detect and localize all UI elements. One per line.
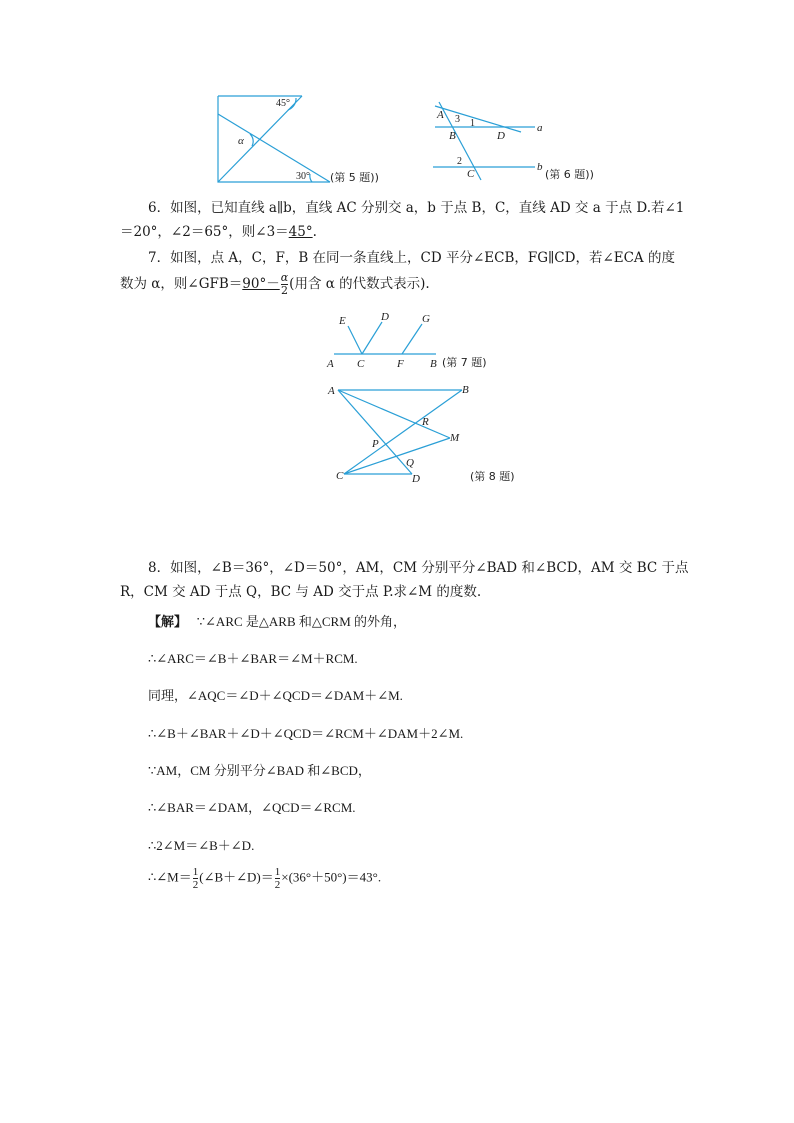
frac2-den: 2 xyxy=(274,879,281,891)
q7-frac-den: 2 xyxy=(280,284,288,297)
solution-step-1 xyxy=(148,611,406,630)
figure-7 xyxy=(320,308,510,376)
solution-step-8 xyxy=(148,866,381,891)
q7-frac-num: α xyxy=(280,271,289,284)
fig6-label-B: B xyxy=(449,130,456,142)
solution-step-4: ∴∠B＋∠BAR＋∠D＋∠QCD＝∠RCM＋∠DAM＋2∠M. xyxy=(148,726,464,741)
q7-answer xyxy=(242,271,289,297)
frac1-den: 2 xyxy=(192,879,199,891)
fig7-ray-CE xyxy=(348,326,362,354)
fig6-label-A: A xyxy=(437,109,444,121)
frac2-num: 1 xyxy=(274,866,281,878)
fig8-label-Q: Q xyxy=(406,457,414,469)
frac1-num: 1 xyxy=(192,866,199,878)
fig6-label-D: D xyxy=(497,130,505,142)
solution-half-fraction-1 xyxy=(193,866,199,891)
fig7-caption: (第 7 题) xyxy=(442,356,487,369)
fig8-label-R: R xyxy=(422,416,429,428)
fig5-caption: (第 5 题)) xyxy=(330,171,379,184)
fig7-ray-CD xyxy=(362,322,382,354)
q7-answer-fraction xyxy=(281,272,288,297)
fig7-label-D: D xyxy=(381,311,389,323)
fig6-label-1: 1 xyxy=(470,118,475,129)
solution-step-3: 同理，∠AQC＝∠D＋∠QCD＝∠DAM＋∠M. xyxy=(148,688,403,703)
fig7-label-C: C xyxy=(357,358,365,370)
fig5-arc-alpha xyxy=(250,134,253,146)
fig5-arc-30 xyxy=(310,174,312,182)
fig7-label-B: B xyxy=(430,358,437,370)
fig7-label-F: F xyxy=(397,358,404,370)
solution-step-8-post: ×(36°＋50°)＝43°. xyxy=(281,869,382,885)
fig5-label-45: 45° xyxy=(276,98,290,109)
fig8-line-AD xyxy=(338,390,412,474)
q6-line2-post: . xyxy=(312,224,317,240)
figure-8 xyxy=(322,378,532,488)
fig6-caption: (第 6 题)) xyxy=(545,168,594,181)
fig8-line-AM xyxy=(338,390,450,438)
fig8-label-C: C xyxy=(336,470,344,482)
fig6-label-C: C xyxy=(467,168,475,180)
solution-half-fraction-2 xyxy=(275,866,281,891)
fig7-ray-FG xyxy=(402,324,422,354)
q6-line2-text: ＝20°，∠2＝65°，则∠3＝ xyxy=(120,224,289,240)
fig8-label-B: B xyxy=(462,384,469,396)
q7-line2-post: (用含 α 的代数式表示). xyxy=(289,276,430,292)
question-8-line-1: 8．如图，∠B＝36°，∠D＝50°，AM，CM 分别平分∠BAD 和∠BCD，AM 交 BC 于点 xyxy=(148,560,689,576)
solution-step-8-mid: (∠B＋∠D)＝ xyxy=(199,869,274,885)
fig8-label-D: D xyxy=(412,473,420,485)
q7-answer-prefix: 90°－ xyxy=(242,276,280,292)
fig6-label-2: 2 xyxy=(457,156,462,167)
fig8-label-P: P xyxy=(372,438,379,450)
question-7-line-2 xyxy=(120,272,430,297)
fig5-label-30: 30° xyxy=(296,171,310,182)
fig5-right-angle-frame xyxy=(218,96,330,182)
solution-step-5: ∵AM，CM 分别平分∠BAD 和∠BCD， xyxy=(148,763,371,778)
figure-6 xyxy=(425,96,615,188)
solution-step-8-prefix: ∴∠M＝ xyxy=(148,869,192,885)
question-6-line-1: 6．如图，已知直线 a∥b，直线 AC 分别交 a，b 于点 B，C，直线 AD 交 a 于点 D.若∠1 xyxy=(148,200,685,216)
fig8-caption: (第 8 题) xyxy=(470,470,515,483)
fig6-label-3: 3 xyxy=(455,114,460,125)
q7-line2-text: 数为 α，则∠GFB＝ xyxy=(120,276,243,292)
solution-tag: 【解】 xyxy=(148,615,188,630)
question-7-line-1: 7．如图，点 A，C，F，B 在同一条直线上，CD 平分∠ECB，FG∥CD，若∠ECA 的度 xyxy=(148,250,675,266)
fig6-label-a: a xyxy=(537,122,543,134)
question-8-line-2: R，CM 交 AD 于点 Q，BC 与 AD 交于点 P.求∠M 的度数. xyxy=(120,584,482,600)
fig5-label-alpha: α xyxy=(238,135,244,147)
fig7-label-E: E xyxy=(339,315,346,327)
fig7-label-G: G xyxy=(422,313,430,325)
fig8-label-M: M xyxy=(450,432,460,444)
fig8-line-CM xyxy=(344,438,450,474)
fig6-label-b: b xyxy=(537,161,543,173)
solution-step-7: ∴2∠M＝∠B＋∠D. xyxy=(148,838,255,853)
question-6-line-2 xyxy=(120,220,317,244)
q6-answer: 45° xyxy=(288,224,313,240)
fig7-label-A: A xyxy=(327,358,334,370)
fig8-label-A: A xyxy=(328,385,335,397)
solution-step-6: ∴∠BAR＝∠DAM，∠QCD＝∠RCM. xyxy=(148,800,356,815)
figure-5 xyxy=(210,90,400,186)
fig8-line-BC xyxy=(344,390,462,474)
solution-step-1-text: ∵∠ARC 是△ARB 和△CRM 的外角， xyxy=(196,614,407,629)
solution-step-2: ∴∠ARC＝∠B＋∠BAR＝∠M＋RCM. xyxy=(148,651,358,666)
